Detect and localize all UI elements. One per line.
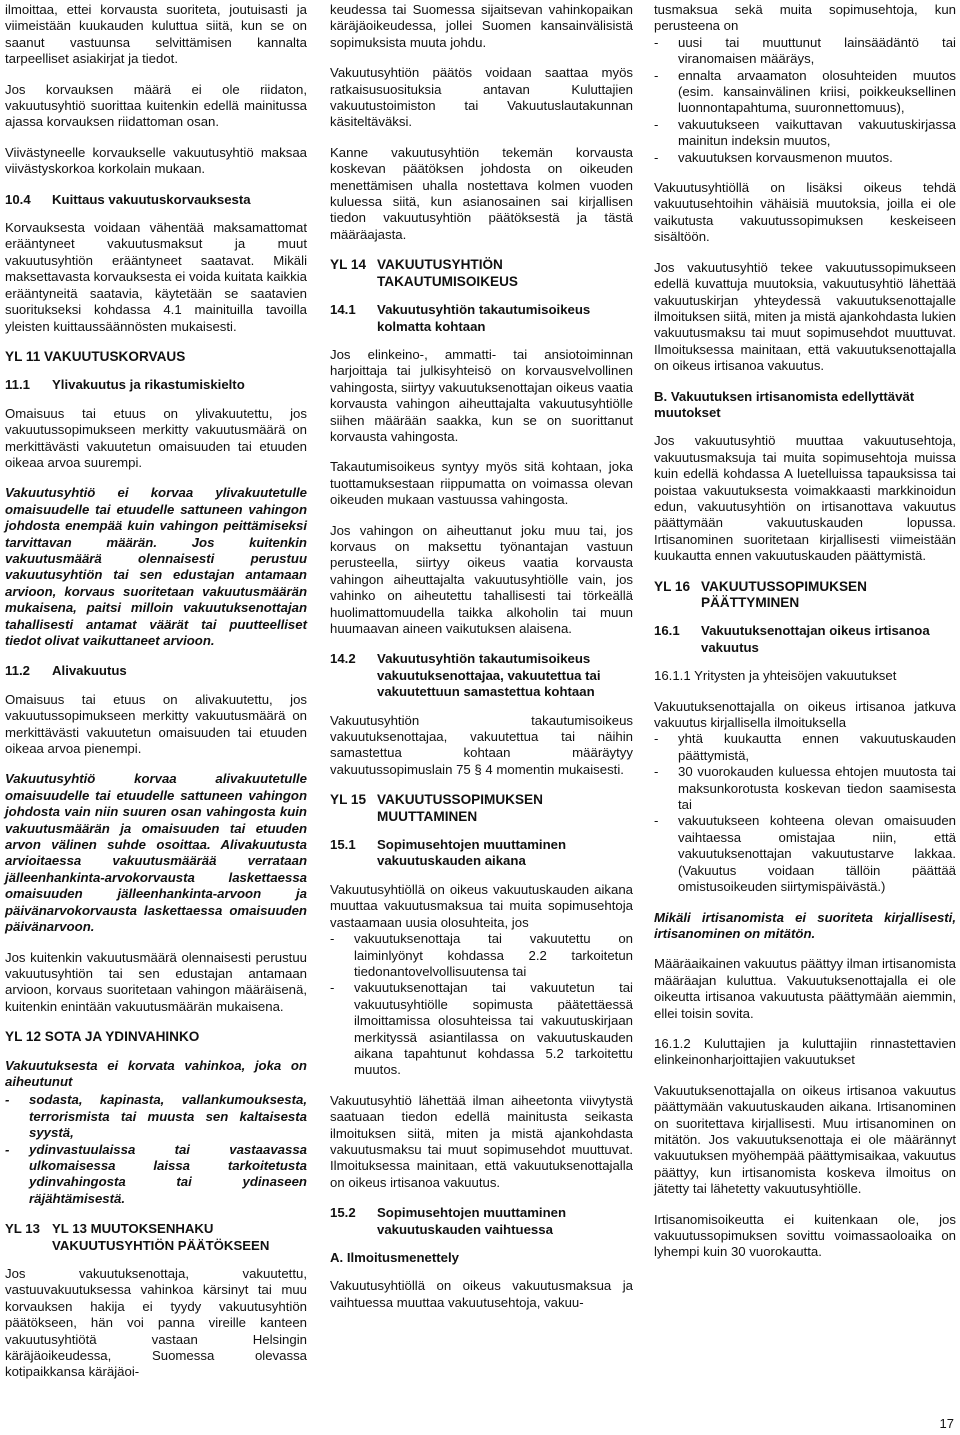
paragraph: Vakuutusyhtiöllä on oikeus vakuutuskauden aikana muuttaa vakuutusmaksua tai muita sopimusehtoja vastaamaan uusia olosuhteita, jos	[330, 881, 633, 930]
chapter-heading-yl14	[330, 257, 633, 290]
list-item: - vakuutukseen vaikuttavan vakuutuskirjassa mainitun indeksin muutos,	[654, 116, 956, 149]
paragraph-emphasis: Mikäli irtisanomista ei suoriteta kirjallisesti, irtisanominen on mitätön.	[654, 909, 956, 941]
paragraph: Vakuutusyhtiön takautumisoikeus vakuutuksenottajaa, vakuutettua tai näihin samastettua kohtaan määräytyy vakuutussopimuslain 75 § 4 momentin mukaisesti.	[330, 712, 633, 777]
paragraph: Omaisuus tai etuus on alivakuutettu, jos vakuutussopimukseen merkitty vakuutusmäärä on merkittävästi vakuutetun omaisuuden tai etuuden oikeaa arvoa pienempi.	[5, 691, 307, 757]
list-item: - ydinvastuulaissa tai vastaavassa ulkomaisessa laissa tarkoitetusta ydinvahingosta tai ydinaseen räjähtämisestä.	[5, 1141, 307, 1206]
chapter-heading-yl12: YL 12 SOTA JA YDINVAHINKO	[5, 1029, 200, 1045]
paragraph: ilmoittaa, ettei korvausta suoriteta, joutuisasti ja viimeistään kuukauden kuluttua siitä, kun se on saanut vastuunsa selvittämisen kannalta tarpeelliset asiakirjat ja tiedot.	[5, 2, 307, 67]
paragraph-emphasis: Vakuutusyhtiö ei korvaa ylivakuutetulle omaisuudelle tai etuudelle sattuneen vahingon johdosta enempää kuin vahingon peittämiseksi tarvittavan määrän. Jos kuitenkin vakuutusmäärä olennaisesti perustuu vakuutusyhtiön tai sen edustajan antamaan arvioon, korvaus suoritetaan vakuutusmäärän mukaisena, paitsi milloin vakuutuksenottajan tahallisesti antamat väärät tai puutteelliset tiedot olivat vaikuttaneet arvioon.	[5, 485, 307, 648]
grounds-list	[654, 35, 956, 166]
paragraph: Jos elinkeino-, ammatti- tai ansiotoiminnan harjoittaja tai julkisyhteisö on korvausvelvollinen vahingosta, siirtyy vakuutuksenottajan oikeus vaatia korvausta vahingon aiheuttajalta vakuutusyhtiölle siihen määrään saakka, kun se on suorittanut korvausta vahingosta.	[330, 346, 633, 444]
section-number: 14.1	[330, 302, 356, 318]
paragraph: 16.1.2 Kuluttajien ja kuluttajiin rinnastettavien elinkeinonharjoittajien vakuutukset	[654, 1035, 956, 1068]
section-title: Sopimusehtojen muuttaminen vakuutuskauden aikana	[377, 837, 567, 869]
paragraph: Omaisuus tai etuus on ylivakuutettu, jos vakuutussopimukseen merkitty vakuutusmäärä on merkittävästi vakuutetun omaisuuden tai etuuden oikeaa arvoa suurempi.	[5, 405, 307, 470]
paragraph: Takautumisoikeus syntyy myös sitä kohtaan, joka tuottamuksestaan riippumatta on voimassa olevan oikeuden mukaan vastuussa vahingosta.	[330, 459, 633, 508]
column-right	[654, 0, 956, 1275]
paragraph: tusmaksua sekä muita sopimusehtoja, kun perusteena on	[654, 2, 956, 34]
paragraph: Jos vakuutusyhtiö muuttaa vakuutusehtoja, vakuutusmaksuja tai muita sopimusehtoja muissa kuin edellä kohdassa A luetelluissa tapauksissa tai poistaa vakuutuksesta voimakkaasti markkinoidun edun, vakuutusyhtiön on irtisanottava vakuutus päättymään vakuutuskauden lopussa. Irtisanominen suoritetaan kirjallisesti viimeistään kuukautta ennen vakuutuskauden päättymistä.	[654, 433, 956, 564]
section-title: Vakuutusyhtiön takautumisoikeus vakuutuksenottajaa, vakuutettua tai vakuutettuun samastettua kohtaan	[377, 651, 601, 700]
paragraph-emphasis: Vakuutuksesta ei korvata vahinkoa, joka on aiheutunut	[5, 1057, 307, 1089]
section-number: 15.1	[330, 837, 356, 853]
section-title: VAKUUTUSSOPIMUKSEN PÄÄTTYMINEN	[701, 578, 867, 610]
paragraph: Vakuutusyhtiöllä on oikeus vakuutusmaksua ja vaihtuessa muuttaa vakuutusehtoja, vakuu-	[330, 1278, 633, 1310]
paragraph: Jos vahingon on aiheuttanut joku muu tai, jos korvaus on maksettu työnantajan vastuun perusteella, siirtyy oikeus vaatia korvausta vahingon aiheuttajalta vakuutusyhtiölle vain, jos vahinko on aiheutettu tahallisesti tai törkeällä huolimattomuudella taikka alkoholin tai muun huumaavan aineen vaikutuksen alaisena.	[330, 522, 633, 636]
section-title: YL 13 MUUTOKSENHAKU VAKUUTUSYHTIÖN PÄÄTÖKSEEN	[52, 1221, 270, 1253]
paragraph: keudessa tai Suomessa sijaitsevan vahinkopaikan käräjäoikeudessa, jollei Suomen kansainvälisistä sopimuksista muuta johdu.	[330, 2, 633, 50]
list-item: - vakuutuksenottaja tai vakuutettu on laiminlyönyt kohdassa 2.2 tarkoitetun tiedonantovelvollisuutensa tai	[330, 931, 633, 979]
list-item: - ennalta arvaamaton olosuhteiden muutos (esim. kansainvälinen kriisi, poikkeuksellinen luonnontapahtuma, suuronnettomuus),	[654, 67, 956, 116]
section-number: 14.2	[330, 651, 356, 667]
paragraph: Jos kuitenkin vakuutusmäärä olennaisesti perustuu vakuutusyhtiön tai sen edustajan antamaan arvioon, korvaus suoritetaan vahingon määräisenä, kuitenkin enintään vakuutusmäärän mukaisena.	[5, 949, 307, 1014]
section-heading-10-4	[5, 192, 307, 208]
section-number: YL 14	[330, 257, 367, 273]
paragraph: Viivästyneelle korvaukselle vakuutusyhtiö maksaa viivästyskorkoa korkolain mukaan.	[5, 144, 307, 177]
section-heading-16-1	[654, 623, 956, 656]
paragraph: Vakuutusyhtiö lähettää ilman aiheetonta viivytystä saatuaan tiedon edellä mainitusta seikasta ilmoituksen siitä, miten ja mistä ajankohdasta vakuutusmaksu tai muut sopimusehdot muuttuvat. Ilmoituksessa mainitaan, että vakuutuksenottajalla on oikeus irtisanoa vakuutus.	[330, 1092, 633, 1190]
section-number: YL 13	[5, 1221, 40, 1237]
condition-list	[330, 931, 633, 1079]
section-heading-14-2	[330, 651, 633, 700]
section-title: Vakuutuksenottajan oikeus irtisanoa vakuutus	[701, 623, 930, 655]
section-number: YL 15	[330, 792, 367, 808]
section-title: Kuittaus vakuutuskorvauksesta	[52, 191, 251, 207]
list-item: - sodasta, kapinasta, vallankumouksesta, terrorismista tai muusta sen kaltaisesta syystä,	[5, 1092, 307, 1141]
section-heading-11-1	[5, 377, 307, 393]
termination-list	[654, 731, 956, 895]
paragraph: Vakuutusyhtiön päätös voidaan saattaa myös ratkaisusuosituksia antavan Kuluttajien vakuutustoimiston tai Vakuutuslautakunnan käsiteltäväksi.	[330, 65, 633, 130]
paragraph: Kanne vakuutusyhtiön tekemän korvausta koskevan päätöksen johdosta on oikeuden menettämisen uhalla nostettava kolmen vuoden kuluessa siitä, kun asianosainen sai kirjallisen tiedon vakuutusyhtiön päätöksestä ja tästä määräajasta.	[330, 144, 633, 242]
section-number: 11.2	[5, 663, 30, 679]
paragraph: 16.1.1 Yritysten ja yhteisöjen vakuutukset	[654, 668, 897, 684]
paragraph: Vakuutusyhtiöllä on lisäksi oikeus tehdä vakuutusehtoihin vähäisiä muutoksia, joilla ei ole vaikutusta vakuutussopimuksen keskeiseen sisältöön.	[654, 180, 956, 245]
paragraph: Jos korvauksen määrä ei ole riidaton, vakuutusyhtiö suorittaa kuitenkin edellä mainitussa ajassa korvauksen riidattoman osan.	[5, 81, 307, 130]
paragraph: Vakuutuksenottajalla on oikeus irtisanoa vakuutus päättymään vakuutuskauden aikana. Irtisanominen on suoritettava kirjallisesti. Muu irtisanominen on mitätön. Jos vakuutuksenottaja ei ole määrännyt vakuutuksen myöhempää päättymisaikaa, vakuutus päättyy, kun irtisanomista koskeva ilmoitus on jätetty tai lähetetty vakuutusyhtiölle.	[654, 1082, 957, 1197]
paragraph: Määräaikainen vakuutus päättyy ilman irtisanomista määräajan kuluttua. Vakuutuksenottajalla ei ole oikeutta irtisanoa vakuutusta päättymään aiemmin, ellei toisin sovita.	[654, 956, 956, 1021]
list-item: - vakuutuksenottajan tai vakuutetun tai vakuutusyhtiölle sopimusta päätettäessä ilmoittamissa olosuhteissa tai vakuutuskirjaan merkityssä asiantilassa on vakuutuskauden aikana tapahtunut kohdassa 5.2 tarkoitettu muutos.	[330, 980, 633, 1078]
list-item: - uusi tai muuttunut lainsäädäntö tai viranomaisen määräys,	[654, 34, 956, 67]
column-middle	[330, 0, 633, 1325]
section-title: Vakuutusyhtiön takautumisoikeus kolmatta kohtaan	[377, 302, 591, 334]
list-item: - vakuutukseen kohteena olevan omaisuuden vaihtaessa omistajaa niin, että vakuutuksenottajan vakuutustarve lakkaa. (Vakuutus voidaan tällöin päättää omistusoikeuden siirtymispäivästä.)	[654, 813, 956, 895]
section-heading-15-1	[330, 837, 633, 870]
chapter-heading-yl15	[330, 792, 633, 825]
exclusion-list	[5, 1092, 307, 1207]
list-item: - yhtä kuukautta ennen vakuutuskauden päättymistä,	[654, 731, 956, 763]
section-title: Alivakuutus	[52, 663, 127, 679]
section-heading-11-2	[5, 663, 307, 679]
paragraph: Jos vakuutusyhtiö tekee vakuutussopimukseen edellä kuvattuja muutoksia, vakuutusyhtiö lähettää vakuutuskirjan yhteydessä vakuutuksenottajalle ilmoituksen siitä, miten ja mistä ajankohdasta lukien vakuutusmaksu tai muut sopimusehdot muuttuvat. Ilmoituksessa mainitaan, että vakuutuksenottajalla on oikeus irtisanoa vakuutus.	[654, 259, 956, 374]
section-number: 10.4	[5, 191, 31, 207]
section-number: YL 16	[654, 578, 691, 594]
section-number: 11.1	[5, 377, 30, 393]
section-title: Ylivakuutus ja rikastumiskielto	[52, 377, 245, 393]
paragraph: Vakuutuksenottajalla on oikeus irtisanoa jatkuva vakuutus kirjallisella ilmoituksella	[654, 698, 956, 731]
subsection-heading-a: A. Ilmoitusmenettely	[330, 1250, 459, 1265]
chapter-heading-yl16	[654, 579, 956, 612]
paragraph: Jos vakuutuksenottaja, vakuutettu, vastuuvakuutuksessa vahinkoa kärsinyt tai muu korvauksen hakija ei tyydy vakuutusyhtiön päätökseen, hän voi panna vireille kanteen vakuutusyhtiötä vastaan Helsingin käräjäoikeudessa, Suomessa olevassa kotipaikkansa käräjäoi-	[5, 1266, 307, 1380]
chapter-heading-yl11: YL 11 VAKUUTUSKORVAUS	[5, 348, 186, 364]
section-heading-15-2	[330, 1205, 633, 1238]
list-item: - vakuutuksen korvausmenon muutos.	[654, 149, 893, 165]
section-number: 16.1	[654, 623, 680, 639]
paragraph-emphasis: Vakuutusyhtiö korvaa alivakuutetulle omaisuudelle tai etuudelle sattuneen vahingon johdosta vain niin suuren osan vahingosta kuin vakuutusmäärän ja omaisuuden tai etuuden arvon välinen suhde osoittaa. Alivakuutusta arvioitaessa vakuutusmäärää verrataan jälleenhankinta-arvokorvausta laskettaessa omaisuuden jälleenhankinta-arvoon ja päivänarvokorvausta laskettaessa omaisuuden päivänarvoon.	[5, 771, 307, 935]
subsection-heading-b: B. Vakuutuksen irtisanomista edellyttävät muutokset	[654, 388, 915, 420]
list-item: - 30 vuorokauden kuluessa ehtojen muutosta tai maksunkorotusta koskevan tiedon saamisesta tai	[654, 764, 956, 813]
chapter-heading-yl13	[5, 1221, 307, 1254]
paragraph: Korvauksesta voidaan vähentää maksamattomat erääntyneet vakuutusmaksut ja muut vakuutusyhtiön erääntyneet saatavat. Mikäli maksettavasta korvauksesta ei voida kuitata kaikkia erääntyneitä saatavia, käytetään se saatavien suoritukseksi kohdassa 4.1 mainituilla tavoilla yleisten kuittaussäännösten mukaisesti.	[5, 220, 307, 334]
section-title: Sopimusehtojen muuttaminen vakuutuskauden vaihtuessa	[377, 1205, 567, 1237]
paragraph: Irtisanomisoikeutta ei kuitenkaan ole, jos vakuutussopimuksen sovittu voimassaoloaika on lyhempi kuin 30 vuorokautta.	[654, 1211, 956, 1260]
section-title: VAKUUTUSSOPIMUKSEN MUUTTAMINEN	[377, 792, 543, 824]
section-heading-14-1	[330, 302, 633, 335]
column-left	[5, 0, 307, 1395]
page-number: 17	[939, 1416, 954, 1431]
section-number: 15.2	[330, 1205, 356, 1221]
section-title: VAKUUTUSYHTIÖN TAKAUTUMISOIKEUS	[377, 257, 518, 289]
